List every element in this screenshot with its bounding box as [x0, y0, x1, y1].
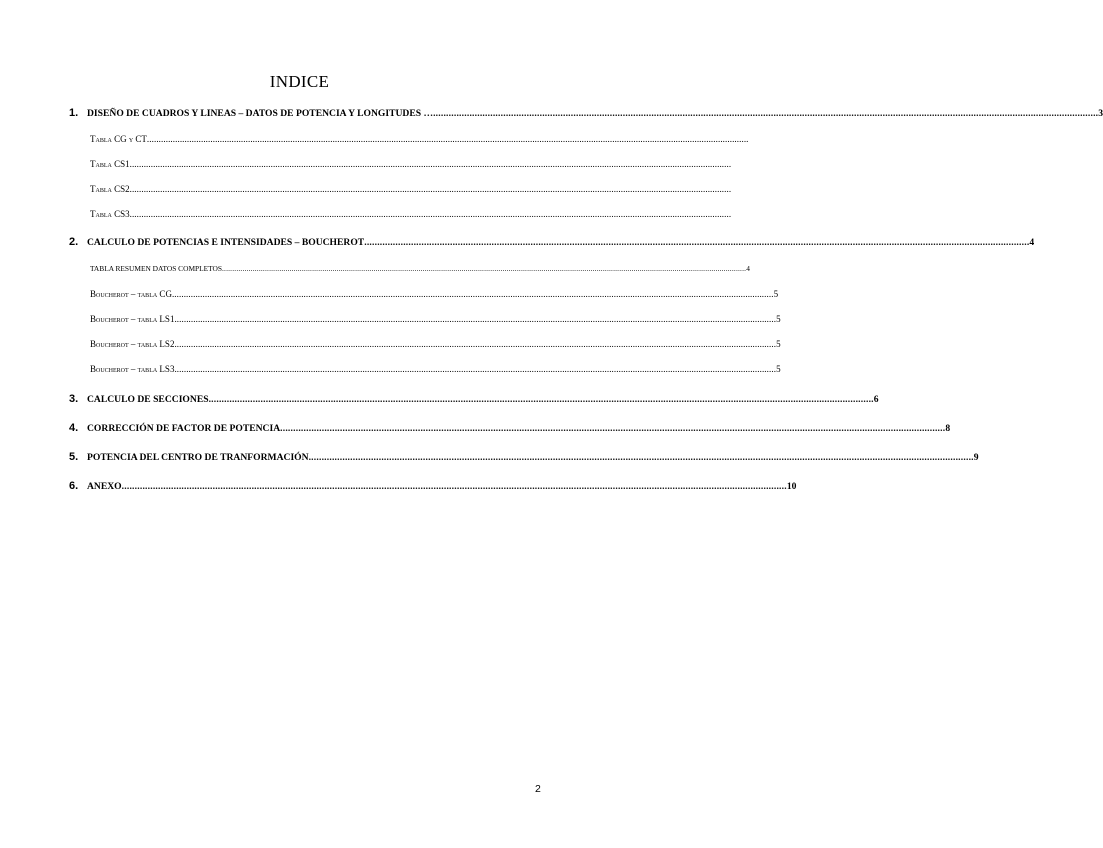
toc-entry-page: 8	[945, 423, 951, 434]
toc-entry-label: POTENCIA DEL CENTRO DE TRANFORMACIÓN	[87, 452, 309, 463]
toc-leader-dots: ................................................................................................................................................................................................................................................................	[208, 394, 874, 405]
toc-entry-label: Tabla CS3	[90, 209, 130, 219]
toc-subentry-boucherot-cg[interactable]	[90, 289, 779, 299]
toc-entry-label: Tabla CS1	[90, 159, 130, 169]
toc-entry-page: 5	[773, 289, 779, 299]
toc-entry-number: 1.	[69, 107, 79, 119]
toc-entry-number: 2.	[69, 236, 79, 248]
toc-entry-page: 3	[1098, 108, 1103, 119]
toc-subentry-tabla-cg-ct[interactable]	[90, 134, 749, 144]
toc-entry-label: CORRECCIÓN DE FACTOR DE POTENCIA	[87, 423, 281, 434]
page-number: 2	[535, 783, 541, 795]
toc-entry-6[interactable]	[69, 480, 797, 492]
toc-entry-label: Tabla CS2	[90, 184, 130, 194]
toc-entry-page: 6	[873, 394, 879, 405]
toc-subentry-tabla-cs3[interactable]	[90, 209, 732, 219]
toc-entry-label: CALCULO DE SECCIONES	[87, 394, 209, 405]
toc-subentry-tabla-cs2[interactable]	[90, 184, 732, 194]
toc-entry-number: 4.	[69, 422, 79, 434]
toc-subentry-boucherot-ls3[interactable]	[90, 364, 781, 374]
toc-entry-page: 5	[776, 364, 781, 374]
toc-entry-label: TABLA RESUMEN DATOS COMPLETOS	[90, 264, 222, 273]
toc-leader-dots: ................................................................................................................................................................................................................................................................	[308, 452, 974, 463]
toc-entry-page: 10	[786, 481, 797, 492]
toc-entry-5[interactable]	[69, 451, 979, 463]
toc-entry-page: 5	[776, 314, 781, 324]
toc-leader-dots: ................................................................................................................................................................................................................................................................	[129, 159, 732, 169]
toc-entry-label: ANEXO	[87, 481, 122, 492]
toc-leader-dots: ................................................................................................................................................................................................................................................................	[129, 184, 732, 194]
page-title: INDICE	[269, 72, 330, 91]
toc-leader-dots: ................................................................................................................................................................................................................................................................	[364, 237, 1030, 248]
toc-leader-dots: ................................................................................................................................................................................................................................................................	[146, 134, 749, 144]
toc-entry-page: 9	[973, 452, 979, 463]
toc-entry-label: Boucherot – tabla LS3	[90, 364, 175, 374]
toc-entry-label: Tabla CG y CT	[90, 134, 147, 144]
toc-entry-label: Boucherot – tabla LS2	[90, 339, 175, 349]
toc-entry-page: 4	[1029, 237, 1035, 248]
toc-leader-dots: ................................................................................................................................................................................................................................................................	[433, 108, 1099, 119]
toc-entry-label: Boucherot – tabla LS1	[90, 314, 175, 324]
toc-entry-1[interactable]	[69, 107, 1103, 119]
toc-entry-3[interactable]	[69, 393, 879, 405]
toc-subentry-boucherot-ls2[interactable]	[90, 339, 781, 349]
toc-entry-2[interactable]	[69, 236, 1035, 248]
toc-entry-label: CALCULO DE POTENCIAS E INTENSIDADES – BOUCHEROT	[87, 237, 365, 248]
toc-leader-dots: ................................................................................................................................................................................................................................................................	[121, 481, 787, 492]
toc-leader-dots: ................................................................................................................................................................................................................................................................	[221, 264, 747, 273]
toc-entry-label: Boucherot – tabla CG	[90, 289, 172, 299]
toc-leader-dots: ................................................................................................................................................................................................................................................................	[129, 209, 732, 219]
toc-entry-page: 4	[746, 264, 750, 273]
toc-leader-dots: ................................................................................................................................................................................................................................................................	[174, 314, 777, 324]
toc-subentry-tabla-cs1[interactable]	[90, 159, 732, 169]
toc-leader-dots: ................................................................................................................................................................................................................................................................	[174, 364, 777, 374]
toc-entry-label: DISEÑO DE CUADROS Y LINEAS – DATOS DE POTENCIA Y LONGITUDES …	[87, 108, 434, 119]
toc-entry-number: 5.	[69, 451, 79, 463]
toc-subentry-tabla-resumen[interactable]	[90, 264, 750, 273]
toc-leader-dots: ................................................................................................................................................................................................................................................................	[280, 423, 946, 434]
toc-entry-number: 6.	[69, 480, 79, 492]
toc-entry-4[interactable]	[69, 422, 951, 434]
toc-leader-dots: ................................................................................................................................................................................................................................................................	[174, 339, 777, 349]
toc-subentry-boucherot-ls1[interactable]	[90, 314, 781, 324]
toc-entry-page: 5	[776, 339, 781, 349]
toc-leader-dots: ................................................................................................................................................................................................................................................................	[171, 289, 774, 299]
toc-entry-number: 3.	[69, 393, 79, 405]
